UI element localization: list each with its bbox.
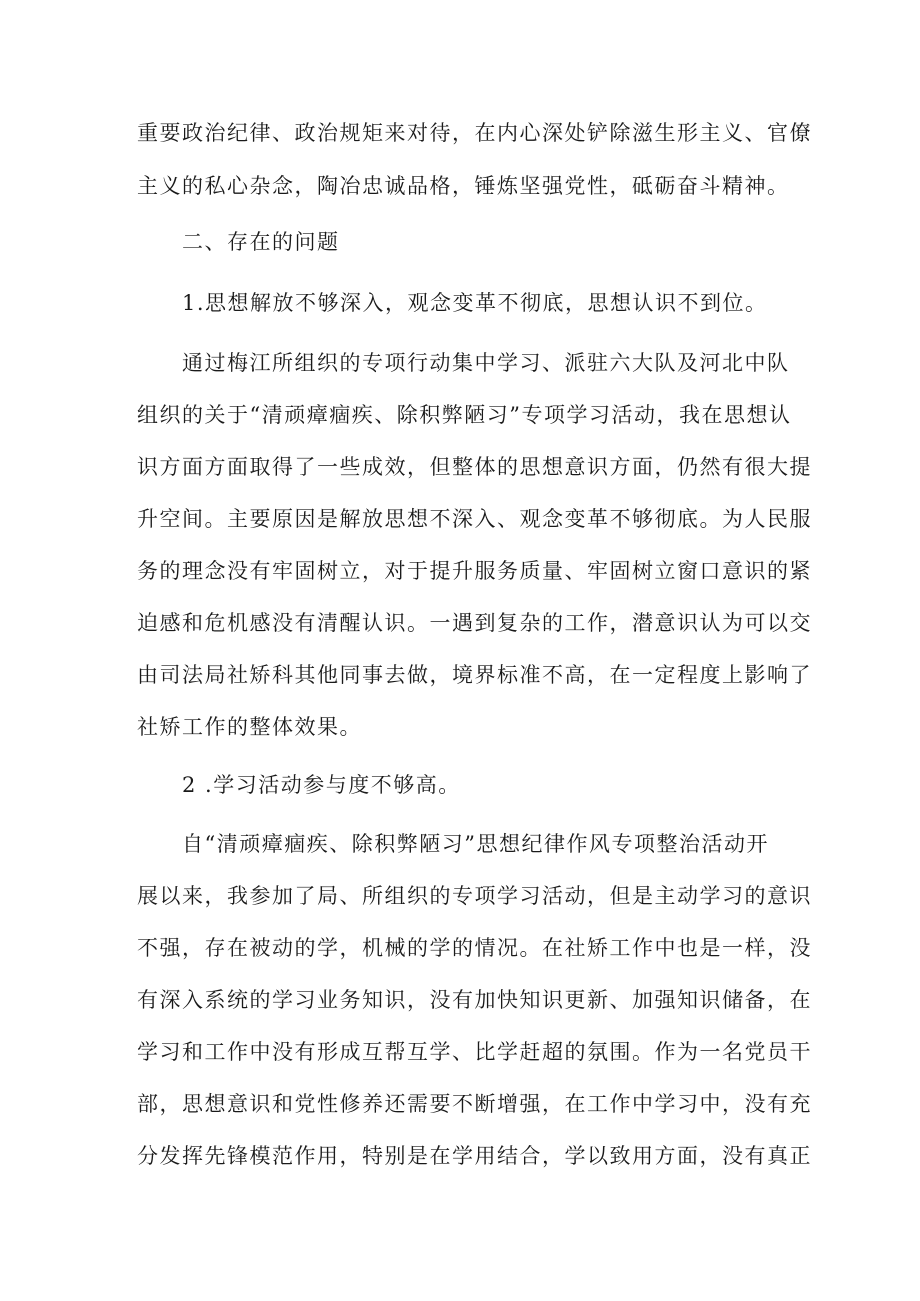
subsection-heading: 2 .学习活动参与度不够高。 <box>182 773 461 797</box>
paragraph-line: 组织的关于“清顽瘴痼疾、除积弊陋习”专项学习活动，我在思想认 <box>137 403 792 427</box>
paragraph-line: 由司法局社矫科其他同事去做，境界标准不高，在一定程度上影响了 <box>137 663 812 687</box>
paragraph-line: 识方面方面取得了一些成效，但整体的思想意识方面，仍然有很大提 <box>137 455 812 479</box>
paragraph-line: 展以来，我参加了局、所组织的专项学习活动，但是主动学习的意识 <box>137 884 812 908</box>
subsection-heading: 1.思想解放不够深入，观念变革不彻底，思想认识不到位。 <box>182 291 768 315</box>
paragraph-line: 不强，存在被动的学，机械的学的情况。在社矫工作中也是一样，没 <box>137 936 812 960</box>
paragraph-line: 社矫工作的整体效果。 <box>137 715 362 739</box>
paragraph-line: 迫感和危机感没有清醒认识。一遇到复杂的工作，潜意识认为可以交 <box>137 611 812 635</box>
paragraph-line: 分发挥先锋模范作用，特别是在学用结合，学以致用方面，没有真正 <box>137 1144 812 1168</box>
paragraph-line: 主义的私心杂念，陶冶忠诚品格，锤炼坚强党性，砥砺奋斗精神。 <box>137 174 790 198</box>
paragraph-line: 务的理念没有牢固树立，对于提升服务质量、牢固树立窗口意识的紧 <box>137 559 812 583</box>
paragraph-line: 学习和工作中没有形成互帮互学、比学赶超的氛围。作为一名党员干 <box>137 1040 812 1064</box>
paragraph-line: 通过梅江所组织的专项行动集中学习、派驻六大队及河北中队 <box>182 351 790 375</box>
paragraph-line: 重要政治纪律、政治规矩来对待，在内心深处铲除滋生形主义、官僚 <box>137 121 812 145</box>
paragraph-line: 自“清顽瘴痼疾、除积弊陋习”思想纪律作风专项整治活动开 <box>182 832 769 856</box>
paragraph-line: 有深入系统的学习业务知识，没有加快知识更新、加强知识储备，在 <box>137 988 812 1012</box>
paragraph-line: 部，思想意识和党性修养还需要不断增强，在工作中学习中，没有充 <box>137 1092 812 1116</box>
section-heading: 二、存在的问题 <box>182 230 340 254</box>
paragraph-line: 升空间。主要原因是解放思想不深入、观念变革不够彻底。为人民服 <box>137 507 812 531</box>
